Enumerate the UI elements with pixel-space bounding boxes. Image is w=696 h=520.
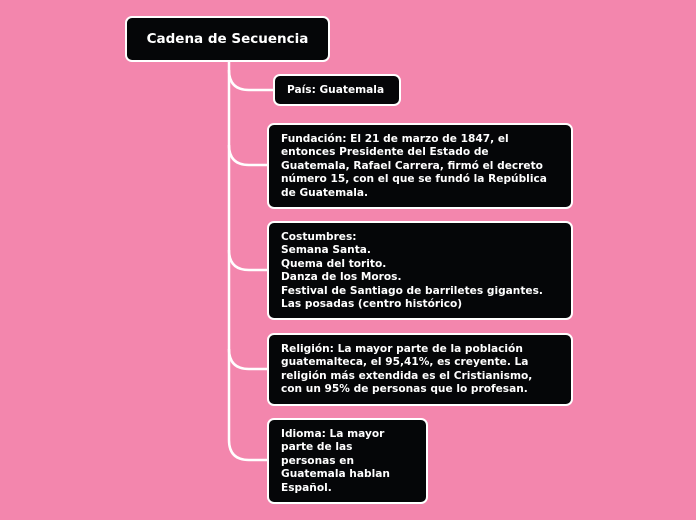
root-label: Cadena de Secuencia: [146, 31, 309, 47]
node-religion[interactable]: [267, 333, 573, 406]
node-label: País: Guatemala: [287, 84, 385, 96]
connector-idioma: [229, 440, 267, 460]
node-label: Fundación: El 21 de marzo de 1847, el entonces Presidente del Estado de Guatemala, Rafael Carrera, firmó el decreto número 15, con el que se fundó la República de Guatemala.: [281, 133, 547, 199]
node-costumbres[interactable]: [267, 221, 573, 320]
node-label: Religión: La mayor parte de la población guatemalteca, el 95,41%, es creyente. La religión más extendida es el Cristianismo, con un 95% de personas que lo profesan.: [281, 343, 533, 396]
node-idioma[interactable]: [267, 418, 428, 504]
connector-religion: [229, 349, 267, 369]
connector-fundacion: [229, 145, 267, 165]
root-node[interactable]: [125, 16, 330, 62]
connector-pais: [229, 70, 273, 90]
node-fundacion[interactable]: [267, 123, 573, 209]
connector-costumbres: [229, 250, 267, 270]
node-pais[interactable]: [273, 74, 401, 106]
node-label: Costumbres: Semana Santa. Quema del torito. Danza de los Moros. Festival de Santiago de barriletes gigantes. Las posadas (centro histórico): [281, 231, 543, 311]
node-label: Idioma: La mayor parte de las personas en Guatemala hablan Español.: [281, 428, 390, 494]
